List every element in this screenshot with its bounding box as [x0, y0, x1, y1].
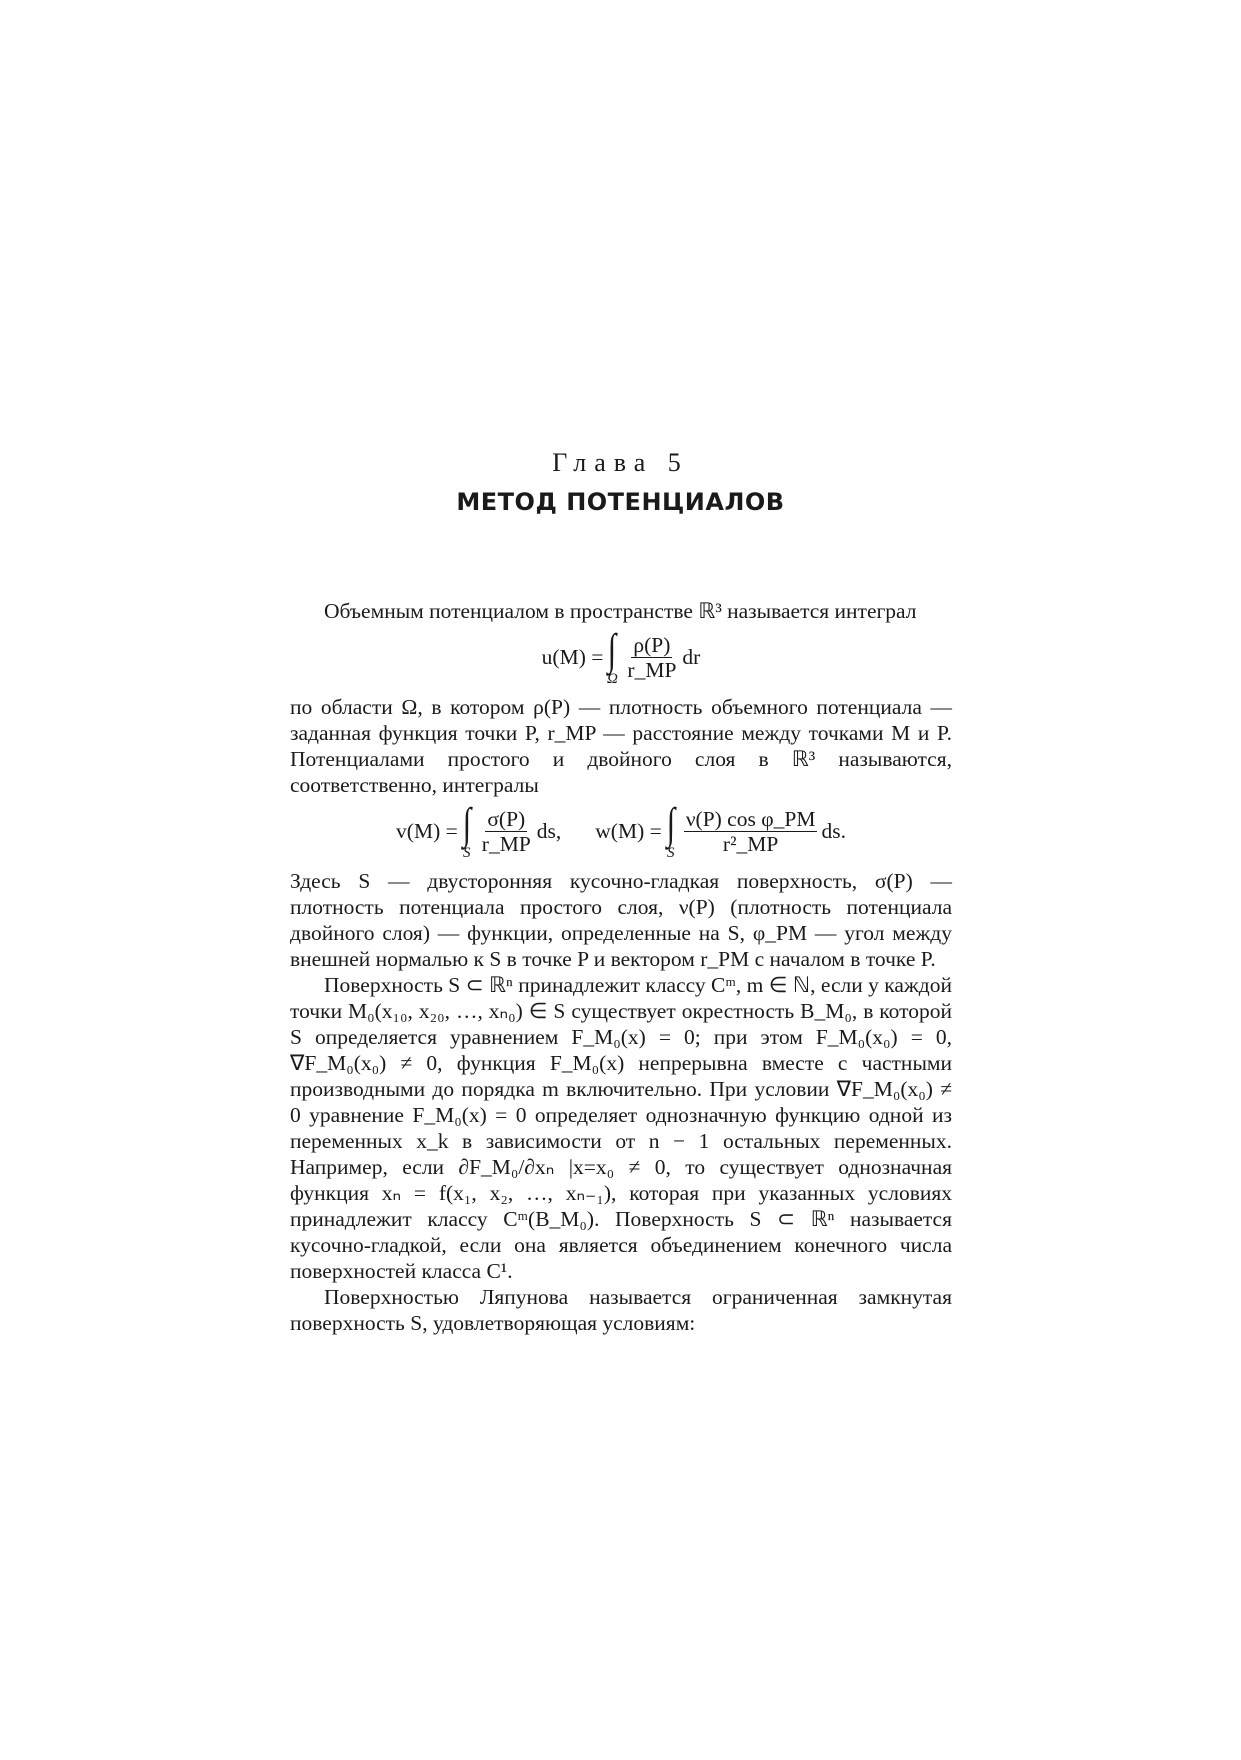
paragraph-definitions: Здесь S — двусторонняя кусочно-гладкая поверхность, σ(P) — плотность потенциала простого слоя, ν(P) (плотность потенциала двойного слоя) — функции, определенные на S, φ_PM — угол между внешней нормалью к S в точке P и вектором r_PM с началом в точке P. — [290, 869, 952, 971]
eq2b-denominator: r²_MP — [722, 831, 779, 856]
integral-sign: ∫ Ω — [606, 625, 618, 687]
eq2a-tail: ds, — [536, 819, 562, 843]
eq1-denominator: r_MP — [627, 657, 677, 682]
eq2a-lhs: v(M) = — [396, 819, 458, 843]
eq2a-fraction — [480, 807, 533, 856]
paragraph-volume-potential: Объемным потенциалом в пространстве ℝ³ называется интеграл — [324, 599, 917, 623]
eq1-limit: Ω — [606, 671, 618, 687]
chapter-body — [290, 598, 952, 1336]
eq1-fraction — [625, 633, 678, 682]
eq1-lhs: u(M) = — [541, 645, 604, 669]
paragraph-smooth-surface: Поверхность S ⊂ ℝⁿ принадлежит классу Cᵐ, m ∈ ℕ, если у каждой точки M₀(x₁₀, x₂₀, …, xₙ₀) ∈ S существует окрестность B_M₀, в которой S определяется уравнением F_M₀(x) = 0; при этом F_M₀(x₀) = 0, ∇F_M₀(x₀) ≠ 0, функция F_M₀(x) непрерывна вместе с частными производными до порядка m включительно. При условии ∇F_M₀(x₀) ≠ 0 уравнение F_M₀(x) = 0 определяет однозначную функцию одной из переменных x_k в зависимости от n − 1 остальных переменных. Например, если ∂F_M₀/∂xₙ |x=x₀ ≠ 0, то существует однозначная функция xₙ = f(x₁, x₂, …, xₙ₋₁), которая при указанных условиях принадлежит классу Cᵐ(B_M₀). Поверхность S ⊂ ℝⁿ называется кусочно-гладкой, если она является объединением конечного числа поверхностей класса C¹. — [290, 973, 952, 1283]
eq1-tail: dr — [682, 645, 701, 669]
eq2a-numerator: σ(P) — [487, 806, 526, 831]
equation-volume-potential — [290, 625, 952, 687]
chapter-label: Глава 5 — [552, 448, 689, 477]
eq2b-tail: ds. — [821, 819, 846, 843]
eq2b-numerator: ν(P) cos φ_PM — [685, 806, 816, 831]
chapter-title: МЕТОД ПОТЕНЦИАЛОВ — [456, 488, 785, 516]
eq2b-lhs: w(M) = — [595, 819, 662, 843]
paragraph-region: по области Ω, в котором ρ(P) — плотность объемного потенциала — заданная функция точки P, r_MP — расстояние между точками M и P. Потенциалами простого и двойного слоя в ℝ³ называются, соответственно, интегралы — [290, 695, 952, 797]
integral-sign: ∫ S — [462, 799, 471, 861]
eq2b-limit: S — [667, 845, 675, 861]
eq2a-denominator: r_MP — [481, 831, 531, 856]
eq1-numerator: ρ(P) — [633, 632, 671, 657]
paragraph-lyapunov-surface: Поверхностью Ляпунова называется ограниченная замкнутая поверхность S, удовлетворяющая условиям: — [290, 1285, 952, 1335]
eq2b-fraction — [684, 807, 818, 856]
equation-layer-potentials — [290, 799, 952, 861]
integral-sign: ∫ S — [666, 799, 676, 861]
eq2a-limit: S — [463, 845, 471, 861]
